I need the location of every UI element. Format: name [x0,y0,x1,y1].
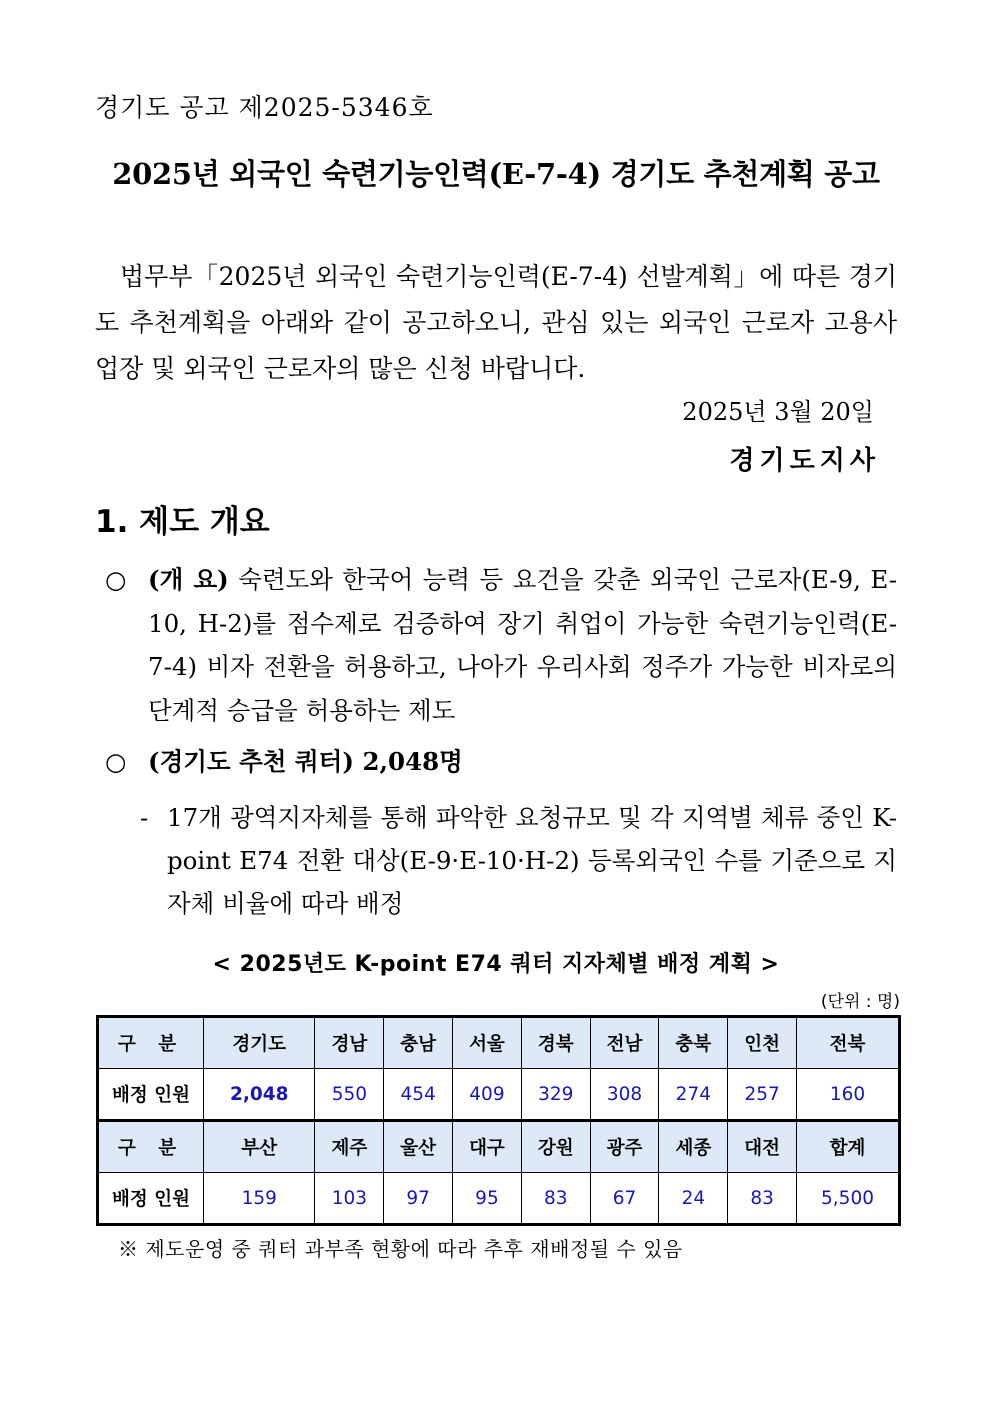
total-value-cell: 5,500 [797,1173,900,1225]
value-cell: 454 [384,1069,453,1121]
notice-date: 2025년 3월 20일 [682,398,874,426]
header-label-cell: 구 분 [98,1017,204,1069]
region-cell: 충남 [384,1017,453,1069]
region-cell: 대구 [453,1121,522,1173]
region-cell: 제주 [315,1121,384,1173]
page-title: 2025년 외국인 숙련기능인력(E-7-4) 경기도 추천계획 공고 [112,157,880,191]
value-cell: 103 [315,1173,384,1225]
value-cell: 160 [797,1069,900,1121]
intro-text: 법무부「2025년 외국인 숙련기능인력(E-7-4) 선발계획」에 따른 경기도 추천계획을 아래와 같이 공고하오니, 관심 있는 외국인 근로자 고용사업장 및 외국인 근로자의 많은 신청 바랍니다. [95,262,897,383]
region-cell: 경기도 [204,1017,315,1069]
dash-bullet-icon: - [140,803,149,832]
table-unit: (단위 : 명) [820,992,900,1012]
quota-value: 2,048명 [362,747,463,776]
region-cell: 전남 [590,1017,659,1069]
overview-bullet [105,558,897,732]
value-cell: 409 [453,1069,522,1121]
value-cell: 257 [728,1069,797,1121]
value-cell: 83 [728,1173,797,1225]
section-heading: 1. 제도 개요 [95,504,270,540]
region-cell: 충북 [659,1017,728,1069]
notice-number: 경기도 공고 제2025-5346호 [95,93,434,122]
region-cell: 강원 [521,1121,590,1173]
table-row [98,1173,900,1225]
value-label-cell: 배정 인원 [98,1173,204,1225]
quota-label: (경기도 추천 쿼터) [148,747,354,776]
table-row [98,1069,900,1121]
value-cell: 550 [315,1069,384,1121]
region-cell: 경남 [315,1017,384,1069]
value-cell: 274 [659,1069,728,1121]
value-cell: 308 [590,1069,659,1121]
overview-text: 숙련도와 한국어 능력 등 요건을 갖춘 외국인 근로자(E-9, E-10, H-2)를 점수제로 검증하여 장기 취업이 가능한 숙련기능인력(E-7-4) 비자 전환을 허용하고, 나아가 우리사회 정주가 가능한 비자로의 단계적 승급을 허용하는 제도 [148,565,897,725]
table-footnote: ※ 제도운영 중 쿼터 과부족 현황에 따라 추후 재배정될 수 있음 [118,1237,683,1261]
value-cell: 97 [384,1173,453,1225]
value-cell: 159 [204,1173,315,1225]
quota-detail [140,796,897,925]
value-cell: 2,048 [204,1069,315,1121]
value-cell: 83 [521,1173,590,1225]
value-cell: 67 [590,1173,659,1225]
region-cell: 인천 [728,1017,797,1069]
table-title: < 2025년도 K-point E74 쿼터 지자체별 배정 계획 > [212,952,780,977]
circle-bullet-icon: ○ [105,747,127,776]
quota-detail-text: 17개 광역지자체를 통해 파악한 요청규모 및 각 지역별 체류 중인 K-point E74 전환 대상(E-9·E-10·H-2) 등록외국인 수를 기준으로 지자체 비율에 따라 배정 [167,803,897,918]
total-header-cell: 합계 [797,1121,900,1173]
region-cell: 울산 [384,1121,453,1173]
circle-bullet-icon: ○ [105,565,127,594]
region-cell: 서울 [453,1017,522,1069]
region-cell: 대전 [728,1121,797,1173]
header-label-cell: 구 분 [98,1121,204,1173]
region-cell: 전북 [797,1017,900,1069]
value-cell: 329 [521,1069,590,1121]
intro-paragraph [95,254,897,392]
table-header-row [98,1017,900,1069]
value-label-cell: 배정 인원 [98,1069,204,1121]
region-cell: 경북 [521,1017,590,1069]
value-cell: 24 [659,1173,728,1225]
issuer-name: 경기도지사 [729,446,880,476]
overview-label: (개 요) [148,565,229,594]
table-header-row [98,1121,900,1173]
quota-bullet [105,740,897,784]
value-cell: 95 [453,1173,522,1225]
region-cell: 광주 [590,1121,659,1173]
region-cell: 세종 [659,1121,728,1173]
region-cell: 부산 [204,1121,315,1173]
quota-table [96,1015,901,1226]
